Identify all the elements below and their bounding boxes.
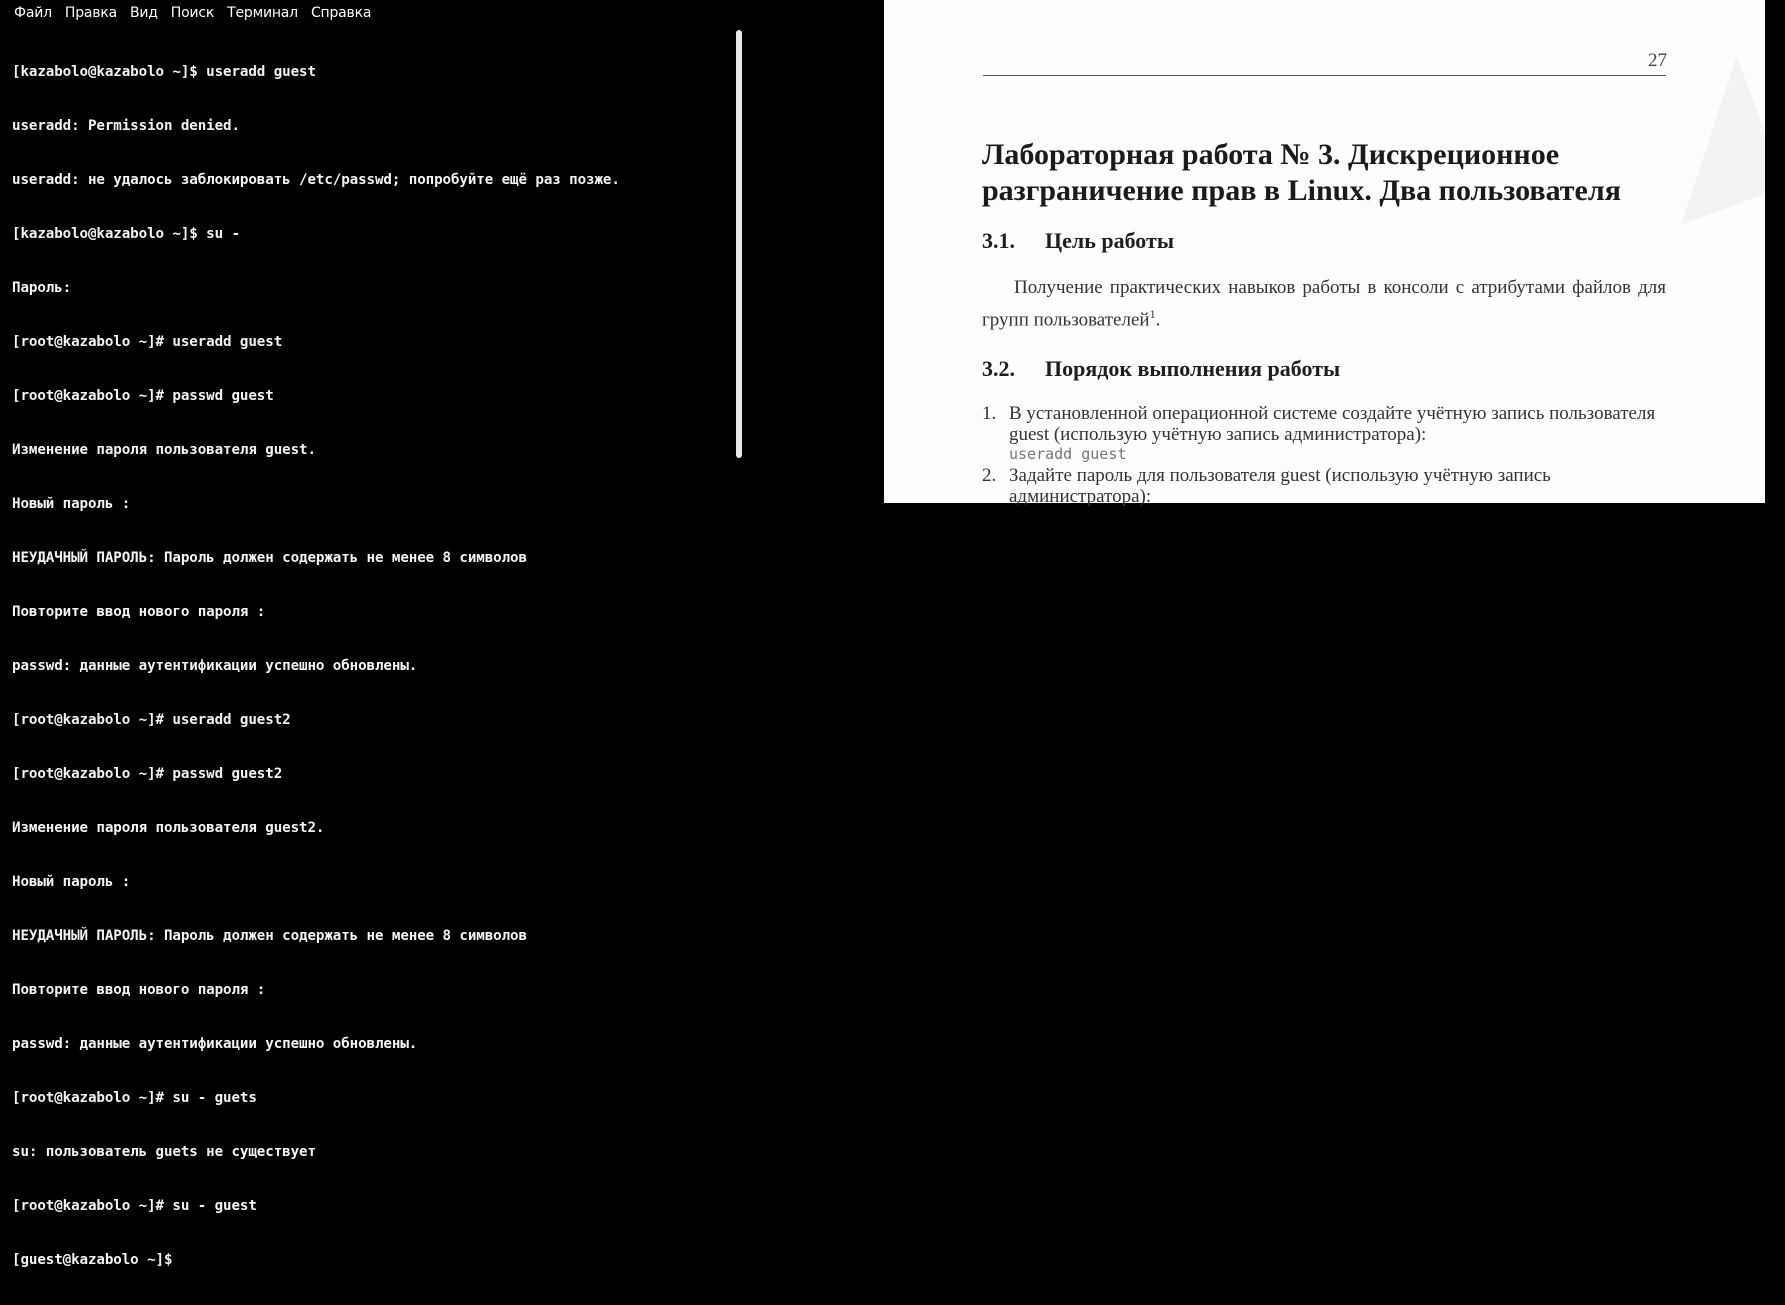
terminal-line: [root@kazabolo ~]# useradd guest2 — [12, 712, 291, 728]
terminal-line: [root@kazabolo ~]# passwd guest2 — [12, 766, 283, 782]
section-title: Цель работы — [1045, 228, 1174, 253]
terminal-line: [root@kazabolo ~]# su - guest — [12, 1198, 257, 1214]
step-text: В установленной операционной системе создайте учётную запись пользователя guest (использую учётную запись администратора): — [1009, 403, 1656, 445]
page-number: 27 — [1648, 50, 1667, 71]
terminal-menubar — [0, 0, 884, 26]
section-heading-procedure — [982, 356, 1340, 382]
terminal-line: НЕУДАЧНЫЙ ПАРОЛЬ: Пароль должен содержать не менее 8 символов — [12, 928, 527, 944]
terminal-line: passwd: данные аутентификации успешно обновлены. — [12, 1036, 418, 1052]
goal-end: . — [1155, 309, 1161, 331]
terminal-line: Пароль: — [12, 280, 72, 296]
section-number: 3.2. — [982, 356, 1015, 381]
terminal-line: Изменение пароля пользователя guest. — [12, 442, 316, 458]
header-rule — [983, 75, 1666, 76]
menu-terminal[interactable]: Терминал — [227, 5, 298, 21]
goal-text: Получение практических навыков работы в консоли с атрибутами файлов для групп пользователей — [982, 277, 1666, 331]
terminal-line: passwd: данные аутентификации успешно обновлены. — [12, 658, 418, 674]
terminal-line: Повторите ввод нового пароля : — [12, 982, 266, 998]
menu-file[interactable]: Файл — [14, 5, 52, 21]
list-item — [982, 403, 1666, 463]
terminal-line: [root@kazabolo ~]# passwd guest — [12, 388, 274, 404]
menu-search[interactable]: Поиск — [170, 5, 215, 21]
terminal-line: Новый пароль : — [12, 496, 131, 512]
terminal-line: [kazabolo@kazabolo ~]$ su - — [12, 226, 240, 242]
step-command: useradd guest — [1009, 445, 1127, 463]
terminal-line: useradd: не удалось заблокировать /etc/passwd; попробуйте ещё раз позже. — [12, 172, 620, 188]
footnote-marker: 1 — [1149, 307, 1156, 321]
chapter-title: Лабораторная работа № 3. Дискреционное разграничение прав в Linux. Два пользователя — [982, 138, 1621, 207]
step-text: Задайте пароль для пользователя guest (использую учётную запись администратора): — [1009, 465, 1551, 507]
step-number: 1. — [982, 403, 997, 424]
terminal-line: [root@kazabolo ~]# su - guets — [12, 1090, 257, 1106]
terminal-output[interactable] — [12, 27, 732, 1305]
steps-list — [982, 403, 1666, 509]
menu-edit[interactable]: Правка — [64, 5, 117, 21]
section-heading-goal — [982, 228, 1174, 254]
terminal-line: useradd: Permission denied. — [12, 118, 240, 134]
terminal-scrollbar[interactable] — [736, 30, 742, 458]
terminal-line: Новый пароль : — [12, 874, 131, 890]
terminal-line: Повторите ввод нового пароля : — [12, 604, 266, 620]
terminal-line: su: пользователь guets не существует — [12, 1144, 316, 1160]
terminal-line: Изменение пароля пользователя guest2. — [12, 820, 325, 836]
step-number: 2. — [982, 465, 997, 486]
terminal-prompt: [guest@kazabolo ~]$ — [12, 1252, 173, 1268]
list-item — [982, 465, 1666, 507]
terminal-line: НЕУДАЧНЫЙ ПАРОЛЬ: Пароль должен содержать не менее 8 символов — [12, 550, 527, 566]
section-number: 3.1. — [982, 228, 1015, 253]
section-title: Порядок выполнения работы — [1045, 356, 1341, 381]
terminal-window[interactable] — [0, 0, 884, 1268]
terminal-line: [root@kazabolo ~]# useradd guest — [12, 334, 283, 350]
menu-view[interactable]: Вид — [129, 5, 158, 21]
menu-help[interactable]: Справка — [310, 5, 372, 21]
document-page — [884, 0, 1765, 507]
terminal-line: [kazabolo@kazabolo ~]$ useradd guest — [12, 64, 316, 80]
goal-paragraph — [982, 275, 1666, 333]
